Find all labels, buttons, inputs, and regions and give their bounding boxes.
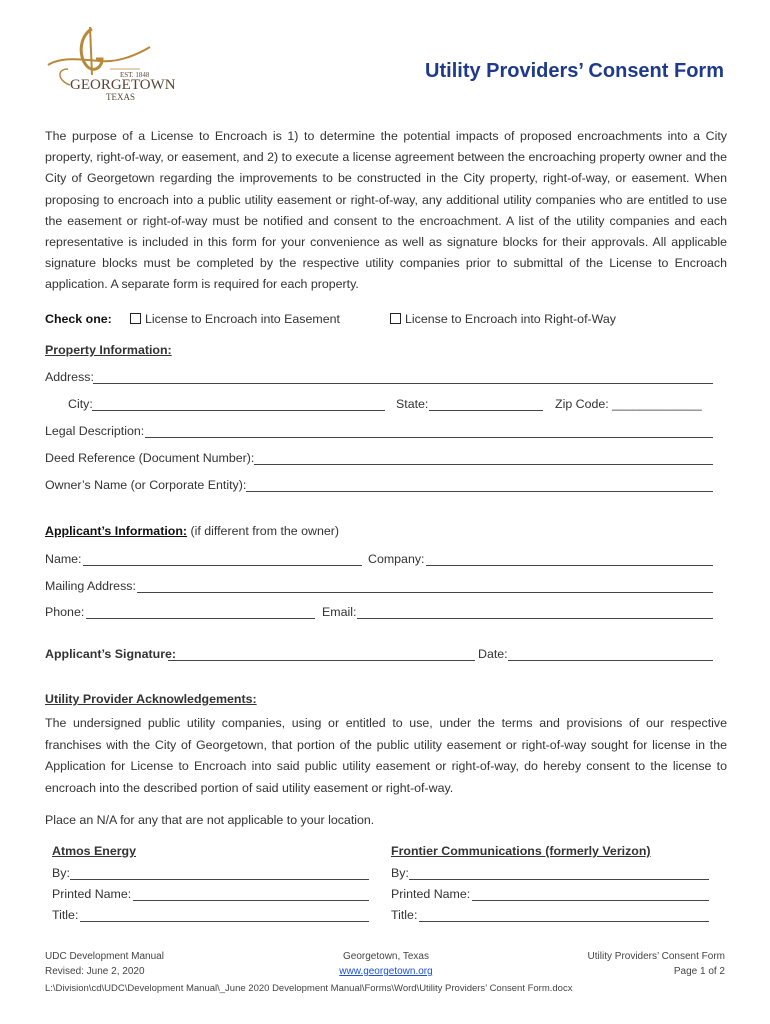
zip-label[interactable]: Zip Code: _____________	[555, 397, 702, 411]
applicant-heading: Applicant’s Information:	[45, 524, 188, 538]
company-label: Company:	[368, 552, 425, 566]
atmos-printed-label: Printed Name:	[52, 887, 132, 901]
address-label: Address:	[45, 370, 94, 384]
signature-label: Applicant’s Signature:	[45, 647, 177, 661]
option-easement[interactable]	[130, 312, 340, 326]
city-field[interactable]	[92, 410, 385, 411]
email-field[interactable]	[357, 618, 713, 619]
option-right-of-way[interactable]	[390, 312, 616, 326]
owner-label: Owner’s Name (or Corporate Entity):	[45, 478, 247, 492]
name-field[interactable]	[83, 565, 362, 566]
footer-revised: Revised: June 2, 2020	[45, 966, 145, 977]
frontier-by-field[interactable]	[409, 879, 709, 880]
checkbox-easement[interactable]	[130, 313, 141, 324]
state-field[interactable]	[429, 410, 543, 411]
frontier-printed-field[interactable]	[472, 900, 709, 901]
atmos-title-label: Title:	[52, 908, 79, 922]
footer-city: Georgetown, Texas	[343, 951, 429, 962]
company-field[interactable]	[426, 565, 713, 566]
property-heading: Property Information:	[45, 343, 172, 357]
atmos-printed-field[interactable]	[133, 900, 369, 901]
form-title: Utility Providers’ Consent Form	[425, 60, 724, 82]
city-label: City:	[68, 397, 93, 411]
frontier-title-label: Title:	[391, 908, 418, 922]
date-field[interactable]	[508, 660, 713, 661]
owner-field[interactable]	[246, 491, 713, 492]
applicant-note: (if different from the owner)	[187, 524, 340, 538]
deed-label: Deed Reference (Document Number):	[45, 451, 255, 465]
frontier-by-label: By:	[391, 866, 409, 880]
checkbox-right-of-way[interactable]	[390, 313, 401, 324]
check-one-label: Check one:	[45, 312, 112, 326]
state-label: State:	[396, 397, 429, 411]
option-row-label: License to Encroach into Right-of-Way	[405, 312, 616, 326]
legal-label: Legal Description:	[45, 424, 145, 438]
footer-form-name: Utility Providers’ Consent Form	[587, 951, 725, 962]
frontier-title-field[interactable]	[419, 921, 709, 922]
atmos-title-field[interactable]	[80, 921, 369, 922]
intro-paragraph: The purpose of a License to Encroach is 1) to determine the potential impacts of proposed encroachments into a City property, right-of-way, or easement, and 2) to execute a license agreement between the encroaching property owner and the City of Georgetown regarding the improvements to be constructed in the City property, right-of-way, or easement. When proposing to encroach into a public utility easement or right-of-way, any additional utility companies who are entitled to use the easement or right-of-way must be notified and consent to the encroachment. A list of the utility companies and each representative is included in this form for your convenience as well as signature blocks for their approvals. All applicable signature blocks must be completed by the respective utility companies prior to submittal of the License to Encroach application. A separate form is required for each property.	[45, 129, 727, 292]
utility-paragraph: The undersigned public utility companies, using or entitled to use, under the terms and provisions of our respective franchises with the City of Georgetown, that portion of the public utility easement or right-of-way sought for license in the Application for License to Encroach into said public utility easement or right-of-way, do hereby consent to the license to encroach into the described portion of said utility easement or right-of-way.	[45, 716, 727, 795]
footer-file-path: L:\Division\cd\UDC\Development Manual\_June 2020 Development Manual\Forms\Word\Utility Providers’ Consent Form.docx	[45, 983, 573, 994]
mailing-label: Mailing Address:	[45, 579, 136, 593]
frontier-printed-label: Printed Name:	[391, 887, 471, 901]
address-field[interactable]	[93, 383, 713, 384]
date-label: Date:	[478, 647, 508, 661]
footer-manual: UDC Development Manual	[45, 951, 164, 962]
phone-field[interactable]	[86, 618, 315, 619]
footer-website-link[interactable]: www.georgetown.org	[339, 966, 433, 977]
logo-est: EST. 1848	[120, 71, 150, 79]
atmos-by-field[interactable]	[70, 879, 369, 880]
provider-frontier: Frontier Communications (formerly Verizon)	[391, 844, 651, 858]
phone-label: Phone:	[45, 605, 85, 619]
applicant-heading-row	[45, 524, 339, 538]
utility-heading: Utility Provider Acknowledgements:	[45, 692, 257, 706]
option-easement-label: License to Encroach into Easement	[145, 312, 340, 326]
deed-field[interactable]	[254, 464, 713, 465]
na-note: Place an N/A for any that are not applicable to your location.	[45, 813, 375, 827]
email-label: Email:	[322, 605, 357, 619]
name-label: Name:	[45, 552, 82, 566]
logo-name: GEORGETOWN	[70, 77, 175, 93]
atmos-by-label: By:	[52, 866, 70, 880]
provider-atmos: Atmos Energy	[52, 844, 136, 858]
mailing-field[interactable]	[137, 592, 713, 593]
legal-field[interactable]	[145, 437, 713, 438]
footer-page-number: Page 1 of 2	[673, 966, 725, 977]
georgetown-logo	[40, 25, 175, 103]
signature-field[interactable]	[168, 660, 475, 661]
logo-state: TEXAS	[106, 92, 135, 102]
